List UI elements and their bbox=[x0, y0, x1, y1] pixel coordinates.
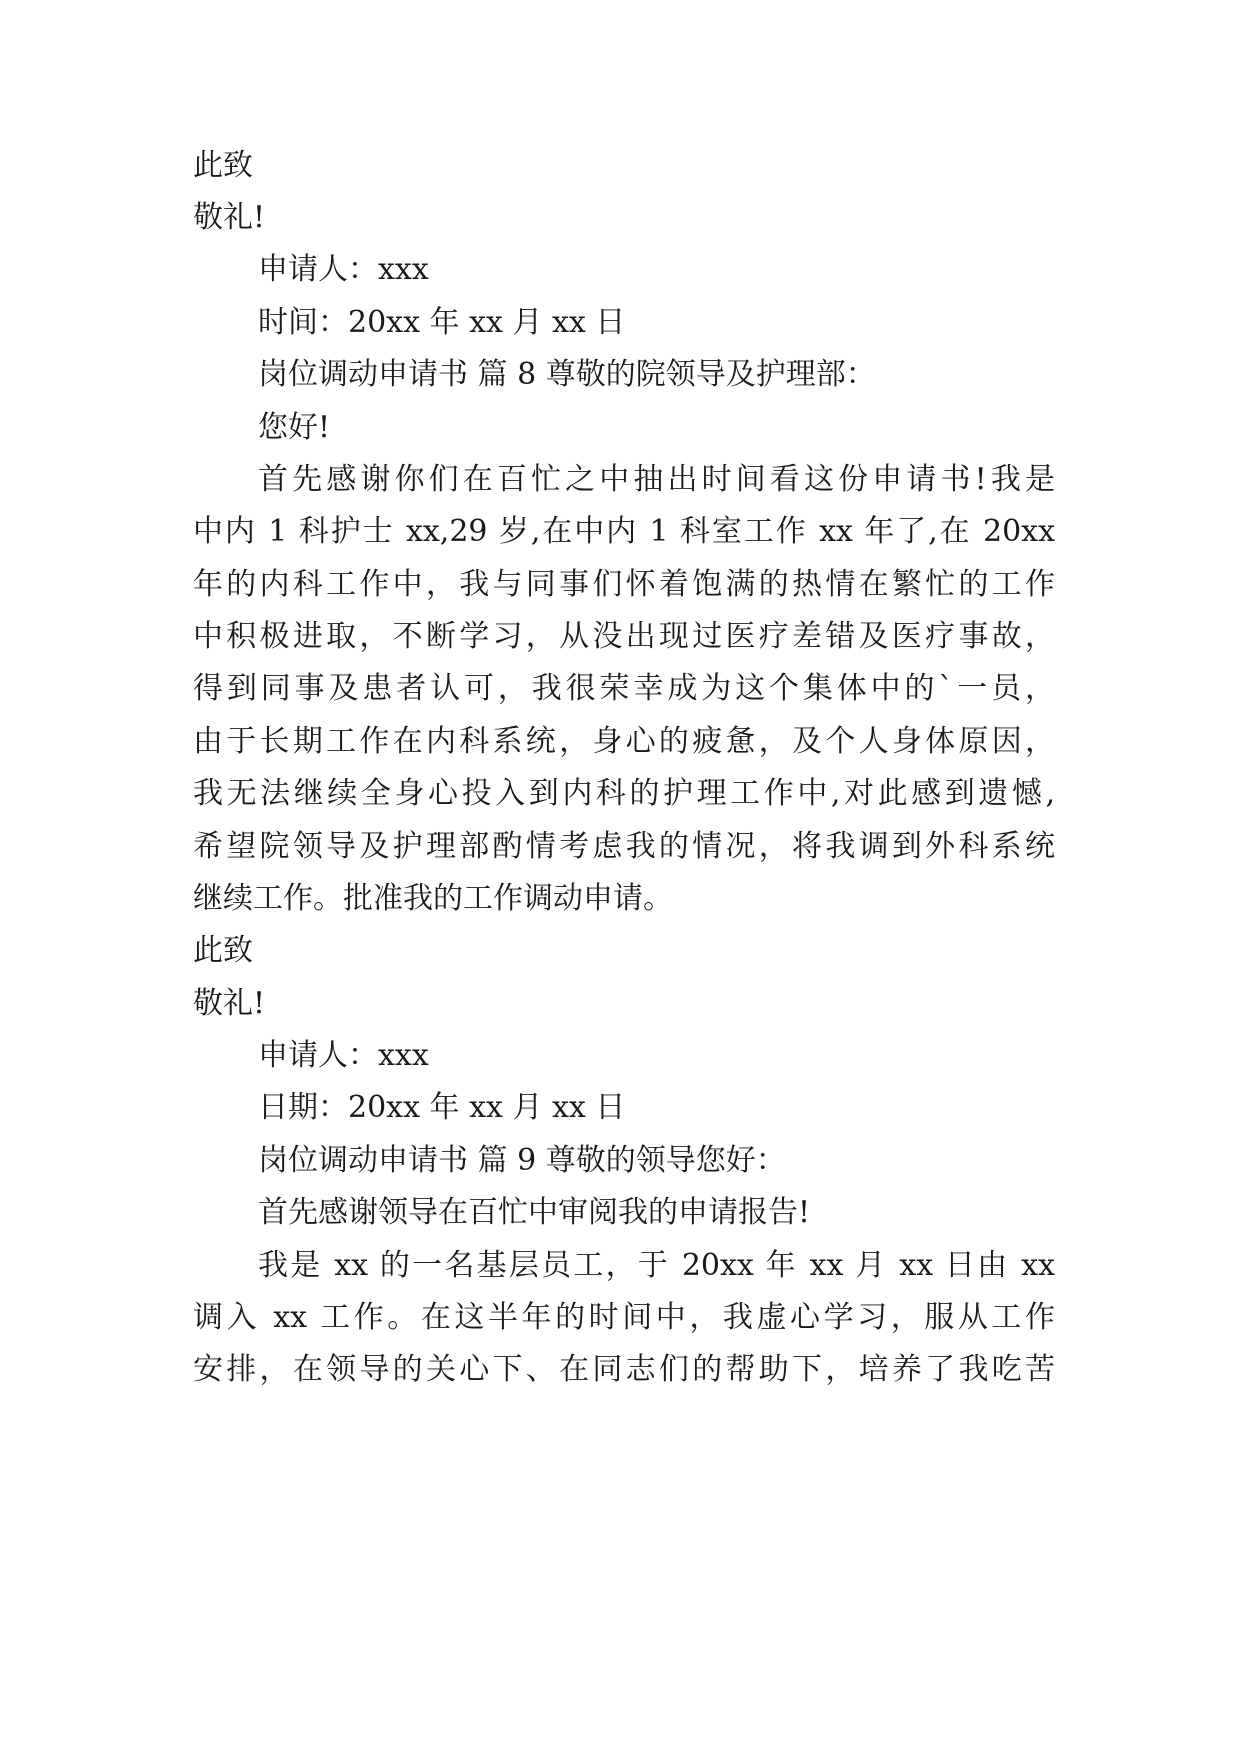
closing-text: 此致 bbox=[193, 148, 253, 183]
body-line: 调入 xx 工作。在这半年的时间中，我虚心学习，服从工作 bbox=[193, 1300, 1055, 1335]
body-line: 希望院领导及护理部酌情考虑我的情况，将我调到外科系统 bbox=[193, 829, 1055, 864]
body-line: 由于长期工作在内科系统，身心的疲惫，及个人身体原因， bbox=[193, 724, 1055, 759]
body-line: 我是 xx 的一名基层员工，于 20xx 年 xx 月 xx 日由 xx bbox=[258, 1248, 1055, 1283]
applicant-line: 申请人：xxx bbox=[258, 1038, 429, 1073]
closing-text: 此致 bbox=[193, 933, 253, 968]
section-heading: 岗位调动申请书 篇 9 尊敬的领导您好： bbox=[258, 1143, 786, 1178]
time-line: 时间：20xx 年 xx 月 xx 日 bbox=[258, 305, 626, 340]
body-line: 首先感谢你们在百忙之中抽出时间看这份申请书!我是 bbox=[258, 462, 1055, 497]
body-line: 年的内科工作中，我与同事们怀着饱满的热情在繁忙的工作 bbox=[193, 567, 1055, 602]
applicant-line: 申请人：xxx bbox=[258, 252, 429, 287]
thanks-text: 首先感谢领导在百忙中审阅我的申请报告! bbox=[258, 1195, 811, 1230]
salute-text: 敬礼! bbox=[193, 200, 266, 235]
body-line: 我无法继续全身心投入到内科的护理工作中,对此感到遗憾, bbox=[193, 776, 1055, 811]
body-line: 得到同事及患者认可，我很荣幸成为这个集体中的`一员， bbox=[193, 671, 1055, 706]
greeting-text: 您好! bbox=[258, 410, 331, 445]
salute-text: 敬礼! bbox=[193, 986, 266, 1021]
body-line: 中积极进取，不断学习，从没出现过医疗差错及医疗事故， bbox=[193, 619, 1055, 654]
body-line: 中内 1 科护士 xx,29 岁,在中内 1 科室工作 xx 年了,在 20xx bbox=[193, 514, 1055, 549]
section-heading: 岗位调动申请书 篇 8 尊敬的院领导及护理部： bbox=[258, 357, 876, 392]
body-line: 继续工作。批准我的工作调动申请。 bbox=[193, 881, 673, 916]
date-line: 日期：20xx 年 xx 月 xx 日 bbox=[258, 1090, 626, 1125]
body-line: 安排，在领导的关心下、在同志们的帮助下，培养了我吃苦 bbox=[193, 1352, 1055, 1387]
